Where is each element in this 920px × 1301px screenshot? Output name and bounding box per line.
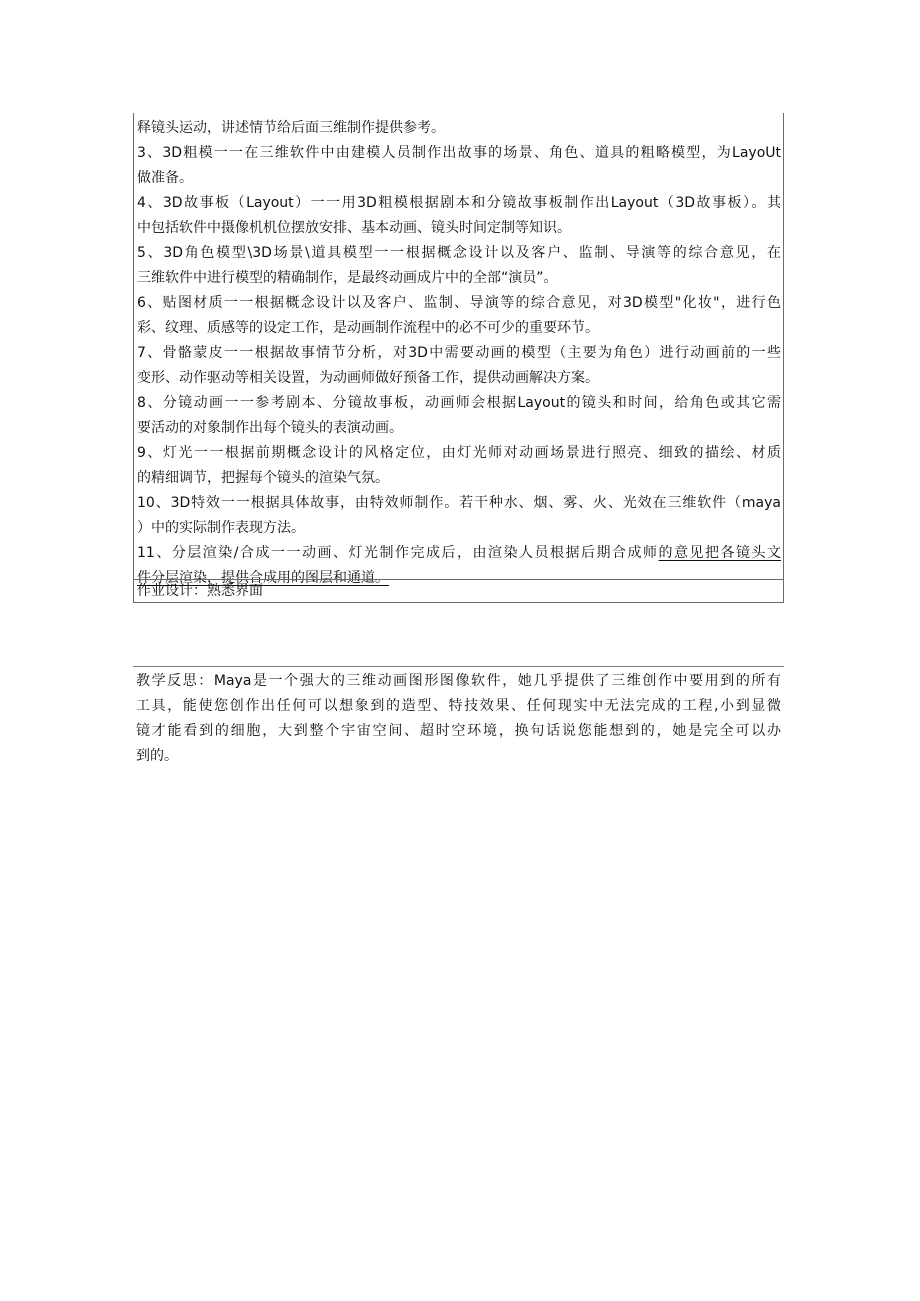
reflection-line: 镜才能看到的细胞，大到整个宇宙空间、超时空环境，换句话说您能想到的，她是完全可以办	[136, 723, 781, 739]
teaching-reflection	[133, 666, 784, 769]
table-line: 彩、纹理、质感等的设定工作，是动画制作流程中的必不可少的重要环节。	[137, 320, 599, 336]
table-line: ）中的实际制作表现方法。	[137, 520, 305, 536]
lesson-table	[133, 113, 784, 603]
table-line: 6、贴图材质一一根据概念设计以及客户、监制、导演等的综合意见，对3D模型"化妆"，进行色	[137, 295, 781, 311]
table-line-12-underlined: 件分层渲染，提供合成用的图层和通道。	[137, 570, 389, 586]
table-content	[134, 113, 783, 591]
table-line-11-underlined: 的意见把各镜头文	[658, 545, 781, 561]
table-line: 变形、动作驱动等相关设置，为动画师做好预备工作，提供动画解决方案。	[137, 370, 599, 386]
table-line: 9、灯光一一根据前期概念设计的风格定位，由灯光师对动画场景进行照亮、细致的描绘、材质	[137, 445, 781, 461]
table-line: 10、3D特效一一根据具体故事，由特效师制作。若干种水、烟、雾、火、光效在三维软件（maya	[137, 495, 781, 511]
table-line: 中包括软件中摄像机机位摆放安排、基本动画、镜头时间定制等知识。	[137, 220, 571, 236]
table-line: 8、分镜动画一一参考剧本、分镜故事板，动画师会根据Layout的镜头和时间，给角色或其它需	[137, 395, 781, 411]
reflection-line: 教学反思：Maya是一个强大的三维动画图形图像软件，她几乎提供了三维创作中要用到的所有	[136, 673, 781, 689]
table-line: 7、骨骼蒙皮一一根据故事情节分析，对3D中需要动画的模型（主要为角色）进行动画前的一些	[137, 345, 781, 361]
table-line: 3、3D粗模一一在三维软件中由建模人员制作出故事的场景、角色、道具的粗略模型，为LayoUt	[137, 145, 781, 161]
table-line: 的精细调节，把握每个镜头的渲染气氛。	[137, 470, 389, 486]
reflection-line: 到的。	[136, 748, 178, 764]
table-line: 释镜头运动，讲述情节给后面三维制作提供参考。	[137, 120, 445, 136]
homework-design: 作业设计：熟悉界面	[134, 579, 783, 603]
table-line-11-plain: 11、分层渲染/合成一一动画、灯光制作完成后，由渲染人员根据后期合成师	[137, 545, 659, 561]
table-line: 三维软件中进行模型的精确制作，是最终动画成片中的全部“演员”。	[137, 270, 558, 286]
table-line: 5、3D角色模型\3D场景\道具模型一一根据概念设计以及客户、监制、导演等的综合意见，在	[137, 245, 781, 261]
table-line: 做准备。	[137, 170, 193, 186]
table-line: 要活动的对象制作出每个镜头的表演动画。	[137, 420, 403, 436]
table-line-11	[137, 541, 781, 566]
table-line: 4、3D故事板（Layout）一一用3D粗模根据剧本和分镜故事板制作出Layout（3D故事板）。其	[137, 195, 781, 211]
reflection-line: 工具，能使您创作出任何可以想象到的造型、特技效果、任何现实中无法完成的工程,小到显微	[136, 698, 781, 714]
